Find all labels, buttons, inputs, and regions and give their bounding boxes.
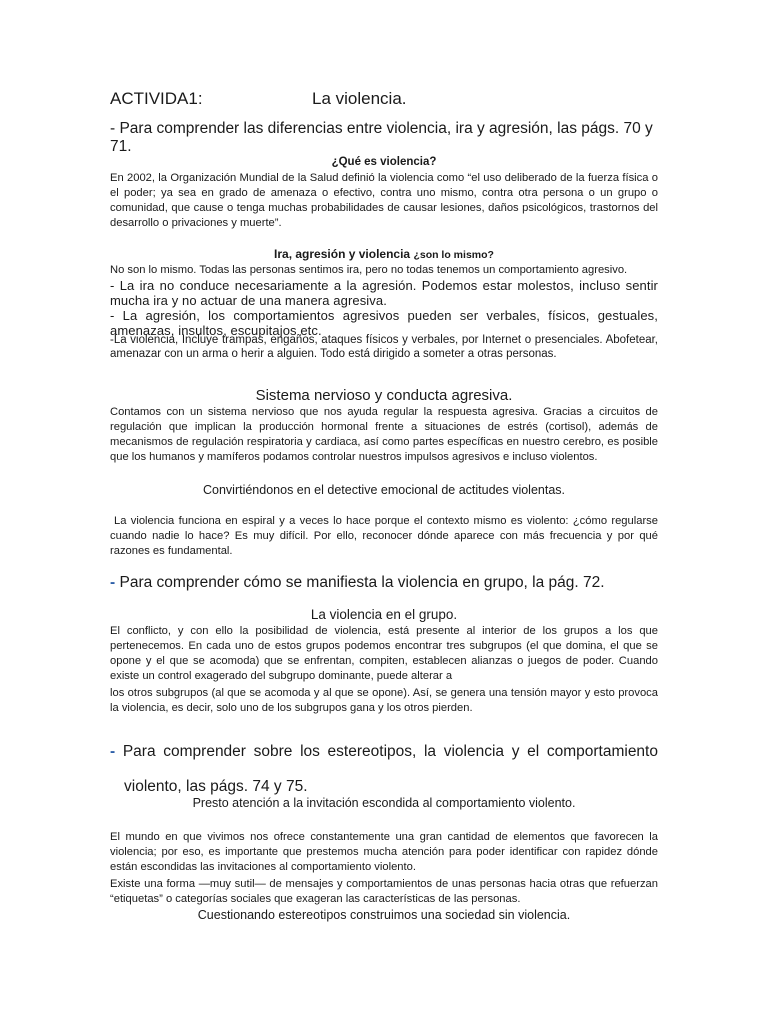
what-is-violence-title: ¿Qué es violencia? — [331, 156, 437, 168]
nervous-system-title: Sistema nervioso y conducta agresiva. — [255, 387, 513, 404]
group-violence-title: La violencia en el grupo. — [310, 607, 458, 622]
activity-label: ACTIVIDA1: — [110, 89, 203, 108]
page-title: La violencia. — [312, 89, 407, 108]
section3-intro — [110, 574, 658, 592]
aggression-point-2: - La agresión, los comportamientos agresivos pueden ser verbales, físicos, gestuales, amenazas, insultos, escupitajos etc. — [110, 308, 658, 338]
ira-title-question: ¿son lo mismo? — [413, 249, 494, 261]
ira-text: No son lo mismo. Todas las personas sentimos ira, pero no todas tenemos un comportamiento agresivo. — [110, 264, 628, 276]
ira-point-1: - La ira no conduce necesariamente a la agresión. Podemos estar molestos, incluso sentir mucha ira y no actuar de una manera agresiva. — [110, 278, 658, 308]
stereotypes-text: El mundo en que vivimos nos ofrece constantemente una gran cantidad de elementos que favorecen la violencia; por eso, es importante que prestemos mucha atención para poder identificar con rapidez dónde están escondidas las invitaciones al comportamiento violento. — [110, 831, 658, 873]
what-is-violence-text: En 2002, la Organización Mundial de la Salud definió la violencia como “el uso deliberado de la fuerza física o el poder; ya sea en grado de amenaza o efectivo, contra uno mismo, contra otra persona o un grupo o comunidad, que cause o tenga muchas probabilidades de causar lesiones, daños psicológicos, trastornos del desarrollo o privaciones y muerte”. — [110, 172, 658, 229]
stereotypes-text-2: Existe una forma —muy sutil— de mensajes y comportamientos de unas personas hacia otras que refuerzan “etiquetas” o categorías sociales que exageran las características de las personas. — [110, 878, 658, 905]
group-violence-text: El conflicto, y con ello la posibilidad de violencia, está presente al interior de los grupos a los que pertenecemos. En cada uno de estos grupos podemos encontrar tres subgrupos (el que domina, el que se opone y el que se acomoda) que se enfrentan, compiten, establecen alianzas o juegos de poder. Cuando existe un control exagerado del subgrupo dominante, puede alterar a — [110, 625, 658, 682]
section3-intro-text: Para comprender cómo se manifiesta la violencia en grupo, la pág. 72. — [119, 574, 605, 591]
violence-point-3: -La violencia, Incluye trampas, engaños, ataques físicos y verbales, por Internet o presenciales. Abofetear, amenazar con un arma o herir a alguien. Todo está dirigido a someter a otras personas. — [110, 334, 658, 360]
hidden-invitation-subtitle: Presto atención a la invitación escondida al comportamiento violento. — [192, 796, 576, 810]
section4-intro-line1: Para comprender sobre los estereotipos, la violencia y el comportamiento — [122, 743, 658, 760]
ira-title-main: Ira, agresión y violencia — [274, 247, 411, 261]
section4-intro — [110, 743, 658, 761]
group-violence-text-cont: los otros subgrupos (al que se acomoda y al que se opone). Así, se genera una tensión mayor y esto provoca la violencia, es decir, solo uno de los subgrupos gana y los otros pierden. — [110, 687, 658, 714]
section4-dash: - — [110, 743, 116, 760]
document-header — [110, 89, 658, 113]
spiral-text: La violencia funciona en espiral y a veces lo hace porque el contexto mismo es violento: ¿cómo regularse cuando nadie lo hace? Es muy difícil. Por ello, reconocer dónde aparece con más frecuencia y por qué razones es fundamental. — [110, 515, 658, 557]
section3-dash: - — [110, 574, 116, 591]
section1-intro: - Para comprender las diferencias entre violencia, ira y agresión, las págs. 70 y 71. — [110, 120, 653, 155]
ira-title — [110, 247, 658, 261]
nervous-system-text: Contamos con un sistema nervioso que nos ayuda regular la respuesta agresiva. Gracias a circuitos de regulación que implican la producción hormonal frente a situaciones de estrés (cortisol), además de mecanismos de regulación respiratoria y cardiaca, así como partes específicas en nuestro cerebro, es posible que los humanos y mamíferos podamos controlar nuestros impulsos agresivos e incluso violentos. — [110, 406, 658, 463]
section4-intro-line2: violento, las págs. 74 y 75. — [124, 778, 308, 795]
closing-statement: Cuestionando estereotipos construimos una sociedad sin violencia. — [197, 908, 571, 922]
detective-subtitle: Convirtiéndonos en el detective emocional de actitudes violentas. — [202, 483, 566, 497]
